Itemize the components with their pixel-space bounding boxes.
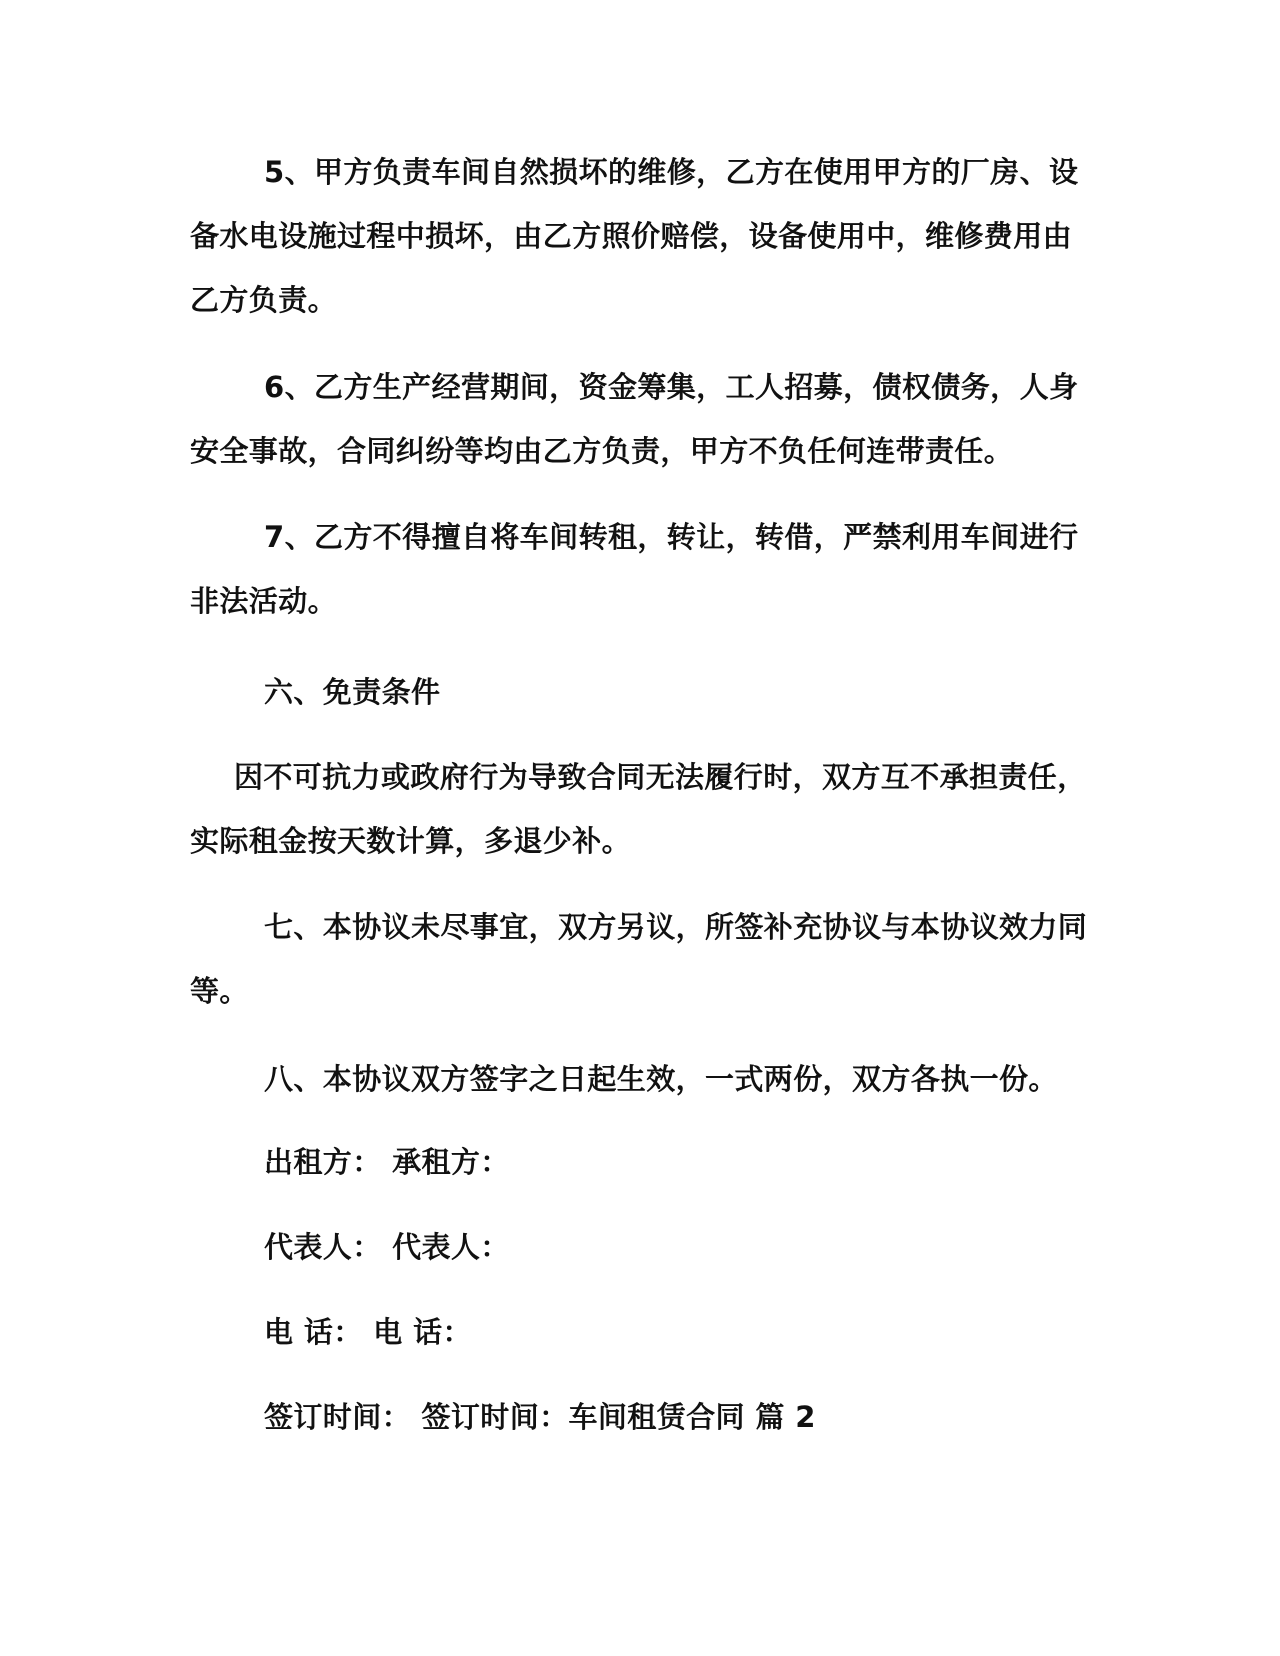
clause-7-paragraph: 7、乙方不得擅自将车间转租，转让，转借，严禁利用车间进行非法活动。 bbox=[190, 520, 1079, 618]
signature-parties-line: 出租方： 承租方： bbox=[264, 1145, 510, 1179]
section-6-body-paragraph: 因不可抗力或政府行为导致合同无法履行时，双方互不承担责任，实际租金按天数计算，多退少补。 bbox=[190, 760, 1087, 858]
signature-phones-line: 电 话： 电 话： bbox=[264, 1315, 472, 1349]
signature-representatives-line: 代表人： 代表人： bbox=[264, 1230, 510, 1264]
section-7-paragraph: 七、本协议未尽事宜，双方另议，所签补充协议与本协议效力同等。 bbox=[190, 910, 1088, 1008]
clause-6-paragraph: 6、乙方生产经营期间，资金筹集，工人招募，债权债务，人身安全事故，合同纠纷等均由乙方负责，甲方不负任何连带责任。 bbox=[190, 370, 1079, 468]
clause-5-paragraph: 5、甲方负责车间自然损坏的维修，乙方在使用甲方的厂房、设备水电设施过程中损坏，由乙方照价赔偿，设备使用中，维修费用由乙方负责。 bbox=[190, 155, 1079, 317]
section-8-paragraph: 八、本协议双方签字之日起生效，一式两份，双方各执一份。 bbox=[264, 1062, 1058, 1096]
section-6-heading: 六、免责条件 bbox=[264, 675, 441, 709]
signature-dates-line: 签订时间： 签订时间：车间租赁合同 篇 2 bbox=[264, 1400, 816, 1434]
